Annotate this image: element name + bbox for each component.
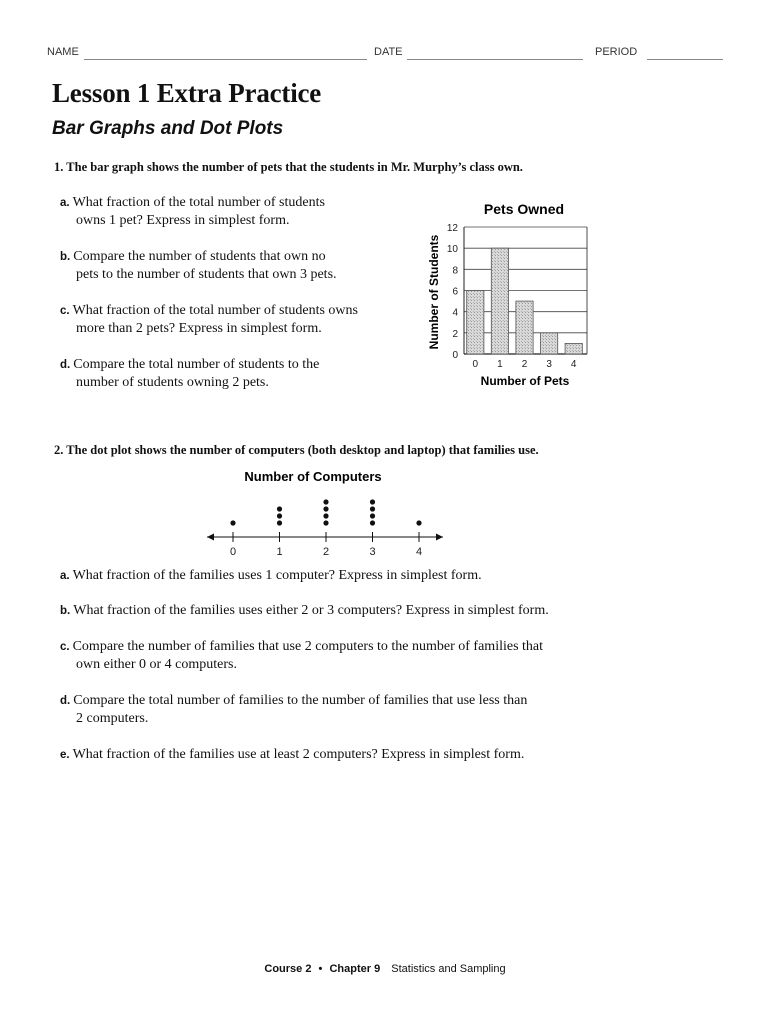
dot-plot-tick-label: 0 — [229, 546, 237, 558]
dot-plot-right-arrow — [436, 534, 443, 541]
bar-chart-y-tick-label: 0 — [452, 350, 458, 361]
student-info-header — [47, 46, 723, 62]
bar-chart-y-tick-label: 10 — [446, 244, 458, 256]
dot-plot-dot — [370, 499, 375, 504]
period-field[interactable] — [647, 59, 723, 60]
q1-item-b — [60, 248, 337, 284]
item-letter: d. — [60, 695, 71, 707]
question-1-prompt: 1. The bar graph shows the number of pets that the students in Mr. Murphy’s class own. — [54, 160, 523, 174]
bar-chart-x-tick-label: 0 — [472, 359, 479, 370]
item-text-line2: owns 1 pet? Express in simplest form. — [76, 213, 290, 228]
name-label: NAME — [47, 46, 79, 58]
bar-chart-y-tick-label: 4 — [452, 307, 458, 319]
dot-plot-tick-label: 1 — [276, 546, 283, 558]
dot-plot-dot — [277, 513, 282, 518]
bar-chart-bar — [467, 291, 484, 355]
page-footer — [0, 963, 770, 975]
page-title: Lesson 1 Extra Practice — [52, 78, 322, 108]
computers-dot-plot — [195, 463, 455, 563]
dot-plot-dot — [323, 506, 328, 511]
bar-chart-x-tick-label: 2 — [521, 359, 528, 370]
date-field[interactable] — [407, 59, 583, 60]
q2-item-c — [60, 638, 543, 674]
q1-item-c — [60, 302, 358, 338]
footer-bullet: • — [318, 963, 323, 975]
bar-chart-y-tick-label: 12 — [446, 223, 458, 234]
name-field[interactable] — [84, 59, 367, 60]
bar-chart-y-tick-label: 6 — [452, 286, 458, 298]
q2-item-d — [60, 692, 527, 728]
q1-item-a — [60, 194, 325, 230]
pets-owned-bar-chart — [420, 195, 600, 395]
item-text-line1: What fraction of the total number of students owns — [72, 303, 358, 318]
item-text-line1: Compare the total number of students to the — [73, 357, 320, 372]
item-text-line1: What fraction of the total number of students — [72, 195, 325, 210]
item-letter: c. — [60, 305, 70, 317]
date-label: DATE — [374, 46, 403, 58]
footer-topic: Statistics and Sampling — [391, 963, 506, 975]
bar-chart-x-tick-label: 4 — [570, 359, 577, 370]
item-text-line2: number of students owning 2 pets. — [76, 375, 269, 390]
bar-chart-bar — [491, 248, 508, 354]
item-text-line1: What fraction of the families use at least 2 computers? Express in simplest form. — [72, 747, 525, 762]
dot-plot-tick-label: 3 — [369, 546, 376, 558]
item-letter: c. — [60, 641, 70, 653]
item-text-line2: pets to the number of students that own 3 pets. — [76, 267, 337, 282]
bar-chart-x-tick-label: 3 — [546, 359, 552, 370]
bar-chart-y-tick-label: 8 — [452, 265, 458, 277]
footer-course: Course 2 — [264, 963, 312, 975]
item-text-line1: What fraction of the families uses 1 computer? Express in simplest form. — [72, 568, 482, 583]
period-label: PERIOD — [595, 46, 638, 58]
item-text-line1: What fraction of the families uses either 2 or 3 computers? Express in simplest form. — [73, 603, 549, 618]
bar-chart-y-tick-label: 2 — [452, 328, 458, 340]
bar-chart-x-axis-label: Number of Pets — [480, 374, 570, 388]
bar-chart-bar — [565, 343, 582, 354]
dot-plot-title: Number of Computers — [244, 469, 382, 484]
dot-plot-left-arrow — [207, 534, 214, 541]
question-2-prompt: 2. The dot plot shows the number of computers (both desktop and laptop) that families use. — [54, 443, 539, 457]
dot-plot-dot — [323, 513, 328, 518]
dot-plot-dot — [277, 506, 282, 511]
dot-plot-dot — [323, 520, 328, 525]
q2-item-e — [60, 746, 524, 764]
bar-chart-bar — [540, 333, 557, 354]
item-text-line2: more than 2 pets? Express in simplest form. — [76, 321, 322, 336]
dot-plot-dot — [370, 513, 375, 518]
item-letter: b. — [60, 605, 71, 617]
dot-plot-tick-label: 4 — [415, 546, 423, 558]
item-letter: b. — [60, 251, 71, 263]
dot-plot-dot — [277, 520, 282, 525]
item-text-line1: Compare the total number of families to the number of families that use less than — [73, 693, 528, 708]
dot-plot-dot — [370, 520, 375, 525]
q2-item-b — [60, 602, 549, 620]
item-letter: a. — [60, 570, 70, 582]
dot-plot-dot — [416, 520, 421, 525]
page-subtitle: Bar Graphs and Dot Plots — [52, 118, 284, 139]
item-letter: e. — [60, 749, 70, 761]
dot-plot-dot — [230, 520, 235, 525]
dot-plot-dot — [370, 506, 375, 511]
q1-item-d — [60, 356, 319, 392]
item-text-line2: 2 computers. — [76, 711, 149, 726]
bar-chart-title: Pets Owned — [483, 201, 565, 217]
footer-chapter: Chapter 9 — [329, 963, 381, 975]
bar-chart-x-tick-label: 1 — [497, 359, 503, 370]
item-letter: a. — [60, 197, 70, 209]
item-letter: d. — [60, 359, 71, 371]
item-text-line1: Compare the number of students that own no — [73, 249, 326, 264]
bar-chart-y-axis-label: Number of Students — [427, 234, 441, 350]
item-text-line2: own either 0 or 4 computers. — [76, 657, 237, 672]
dot-plot-tick-label: 2 — [322, 546, 330, 558]
dot-plot-dot — [323, 499, 328, 504]
item-text-line1: Compare the number of families that use 2 computers to the number of families that — [72, 639, 544, 654]
bar-chart-bar — [516, 301, 533, 354]
q2-item-a — [60, 567, 482, 585]
